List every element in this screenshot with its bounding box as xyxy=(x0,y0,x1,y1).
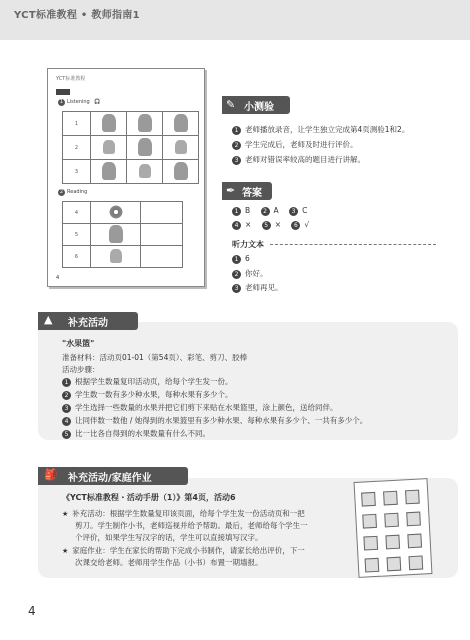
worksheet-brand: YCT标准教程 xyxy=(56,76,86,82)
grid-picture xyxy=(91,224,141,246)
homework-item: ★ 补充活动：根据学生数量复印该页面，给每个学生发一份活动页和一把 xyxy=(62,509,305,518)
grid-picture xyxy=(163,136,199,160)
worksheet-section-2: 2 Reading xyxy=(59,189,88,195)
grid-row-num: 2 xyxy=(63,136,91,160)
grid-picture xyxy=(91,160,127,184)
activity-book-thumbnail xyxy=(354,478,433,578)
grid-picture xyxy=(163,160,199,184)
header-title: YCT标准教程 • 教师指南1 xyxy=(14,10,140,21)
extra-steps-label: 活动步骤： xyxy=(62,365,100,374)
headphones-icon: 🎧 xyxy=(94,99,101,105)
homework-item-line: 个评价，如果学生写汉字的话，学生可以直接填写汉字。 xyxy=(75,533,263,542)
extra-step: 5 比一比各自得到的水果数量有什么不同。 xyxy=(62,428,210,439)
grid-picture xyxy=(91,112,127,136)
grid-picture xyxy=(163,112,199,136)
extra-activity-title: 补充活动 xyxy=(68,318,108,329)
answers-row-2: 4 × 5 × 6 √ xyxy=(232,220,309,230)
worksheet-section-2-label: Reading xyxy=(67,189,88,195)
homework-subtitle: 《YCT标准教程・活动手册（1）》第4页，活动6 xyxy=(62,493,236,502)
page-header xyxy=(0,0,470,40)
grid-answer xyxy=(141,202,183,224)
quiz-item: 1 老师播放录音，让学生独立完成第4页测验1和2。 xyxy=(232,124,409,135)
grid-picture xyxy=(91,246,141,268)
listening-grid xyxy=(62,111,199,184)
homework-item-line: 次课交给老师。老师用学生作品（小书）布置一期墙报。 xyxy=(75,558,263,567)
grid-picture xyxy=(91,136,127,160)
page-number: 4 xyxy=(28,604,36,618)
extra-activity-banner xyxy=(38,312,138,330)
divider xyxy=(270,244,436,245)
answers-row-1: 1 B 2 A 3 C xyxy=(232,206,307,216)
quiz-title: 小测验 xyxy=(244,102,274,113)
grid-answer xyxy=(141,246,183,268)
quiz-item: 3 老师对错误率较高的题目进行讲解。 xyxy=(232,154,365,165)
answers-title: 答案 xyxy=(242,188,262,199)
quiz-banner xyxy=(222,96,290,114)
reading-grid xyxy=(62,201,183,268)
extra-step: 1 根据学生数量复印活动页，给每个学生发一份。 xyxy=(62,376,233,387)
extra-step: 2 学生数一数有多少种水果，每种水果有多少个。 xyxy=(62,389,233,400)
grid-picture xyxy=(127,136,163,160)
grid-picture xyxy=(91,202,141,224)
quiz-item: 2 学生完成后，老师及时进行评价。 xyxy=(232,139,358,150)
extra-subtitle: "水果篮" xyxy=(62,339,95,348)
homework-item-line: 剪刀。学生制作小书，老师巡视并给予帮助。最后，老师给每个学生一 xyxy=(75,521,308,530)
backpack-icon: 🎒 xyxy=(44,468,58,481)
worksheet-section-1-label: Listening xyxy=(67,99,90,105)
pencil-icon: ✎ xyxy=(226,98,236,111)
grid-answer xyxy=(141,224,183,246)
listening-item: 1 6 xyxy=(232,254,250,264)
mountain-icon: ▲ xyxy=(44,313,53,326)
listening-title: 听力文本 xyxy=(232,240,264,249)
answers-banner xyxy=(222,182,272,200)
listening-item: 3 老师再见。 xyxy=(232,282,283,293)
listening-item: 2 你好。 xyxy=(232,268,268,279)
extra-materials: 准备材料：活动页01-01（第54页）、彩笔、剪刀、胶棒 xyxy=(62,353,248,362)
homework-title: 补充活动/家庭作业 xyxy=(68,473,152,484)
worksheet-tag xyxy=(56,89,70,95)
grid-row-num: 4 xyxy=(63,202,91,224)
grid-row-num: 3 xyxy=(63,160,91,184)
worksheet-page-number: 4 xyxy=(56,275,60,281)
grid-picture xyxy=(127,160,163,184)
grid-picture xyxy=(127,112,163,136)
homework-banner xyxy=(38,467,188,485)
worksheet-thumbnail xyxy=(47,68,205,287)
worksheet-section-1: 1 Listening 🎧 xyxy=(59,99,101,105)
grid-row-num: 5 xyxy=(63,224,91,246)
extra-step: 3 学生选择一些数量的水果并把它们剪下来贴在水果篮里，涂上颜色，送给同伴。 xyxy=(62,402,338,413)
pen-icon: ✒ xyxy=(226,184,236,197)
grid-row-num: 6 xyxy=(63,246,91,268)
extra-step: 4 让同伴数一数他 / 她得到的水果篮里有多少种水果、每种水果有多少个、一共有多少个。 xyxy=(62,415,367,426)
grid-row-num: 1 xyxy=(63,112,91,136)
homework-item: ★ 家庭作业：学生在家长的帮助下完成小书制作，请家长给出评价，下一 xyxy=(62,546,305,555)
